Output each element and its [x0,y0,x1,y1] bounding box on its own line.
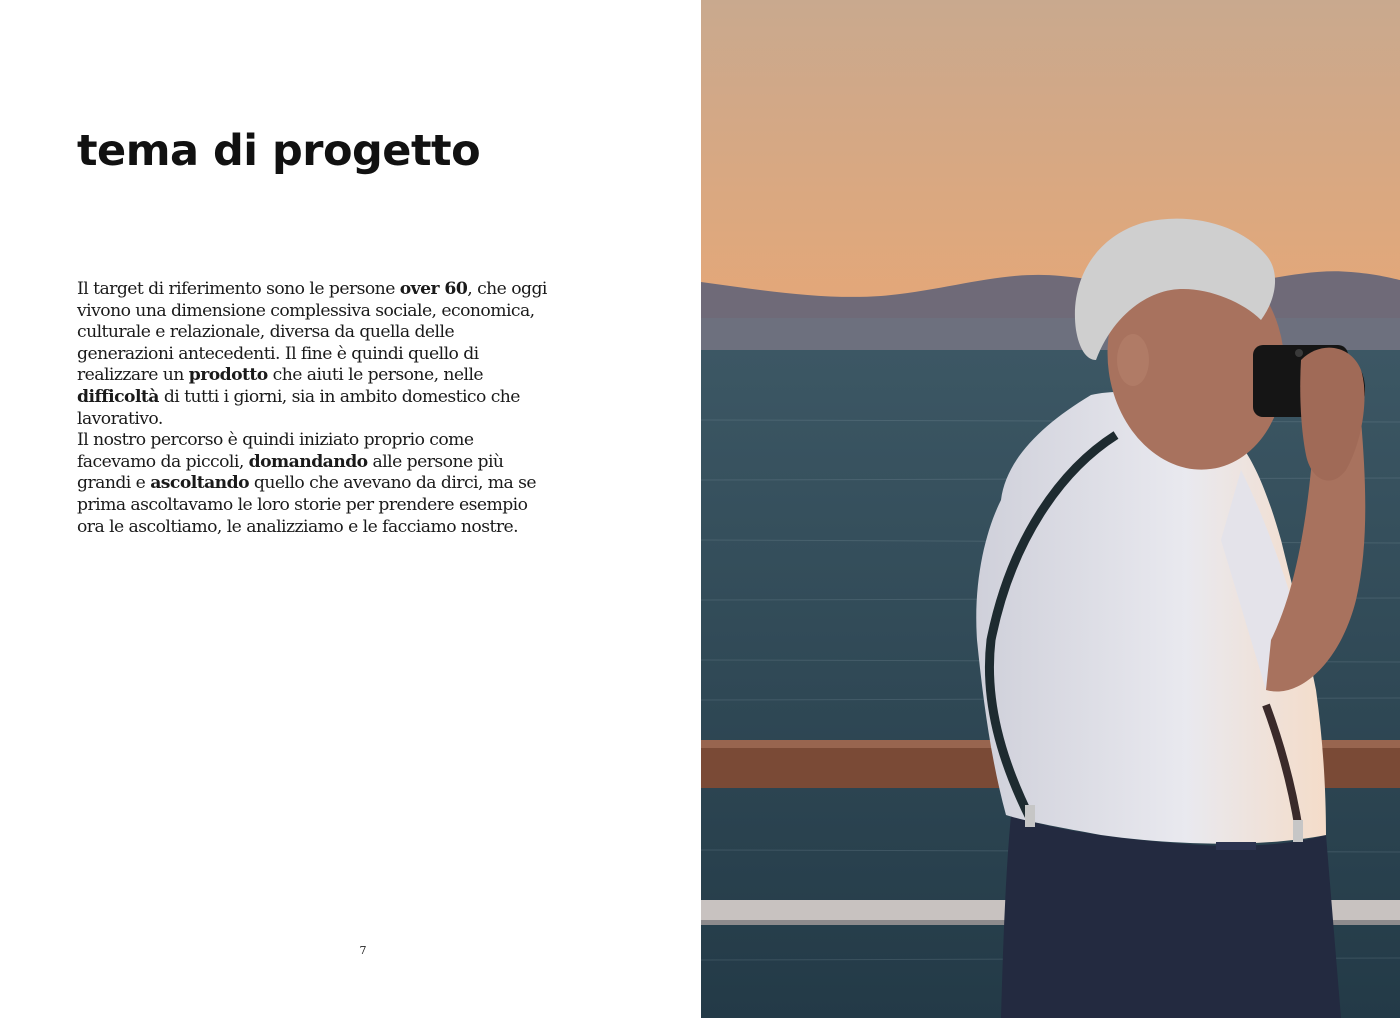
paragraph-text: Il target di riferimento sono le persone [77,279,400,299]
page-title: tema di progetto [77,126,481,176]
photo-elderly-man-with-camera [701,0,1400,1018]
body-text [77,279,547,538]
body-paragraph [77,430,547,538]
paragraph-text: Il nostro percorso è quindi iniziato proprio come facevamo da piccoli, [77,430,474,472]
trousers [1001,815,1341,1018]
emphasis-text: prodotto [188,365,268,386]
emphasis-text: over 60 [399,279,468,299]
page-number: 7 [359,944,367,957]
paragraph-text: di tutti i giorni, sia in ambito domestico che lavorativo. [77,386,520,429]
paragraph-text: , che oggi vivono una dimensione complessiva sociale, economica, culturale e relazionale, diversa da quella delle generazioni antecedenti. Il fine è quindi quello di realizzare un [77,279,547,386]
paragraph-text: quello che avevano da dirci, ma se prima ascoltavamo le loro storie per prendere esempio ora le ascoltiamo, le analizziamo e le facciamo nostre. [77,473,537,537]
right-page [701,0,1400,1018]
emphasis-text: domandando [248,451,368,472]
emphasis-text: ascoltando [150,473,250,494]
paragraph-text: alle persone più grandi e [77,451,504,494]
paragraph-text: che aiuti le persone, nelle [267,365,484,386]
body-paragraph [77,279,547,430]
emphasis-text: difficoltà [77,386,159,407]
